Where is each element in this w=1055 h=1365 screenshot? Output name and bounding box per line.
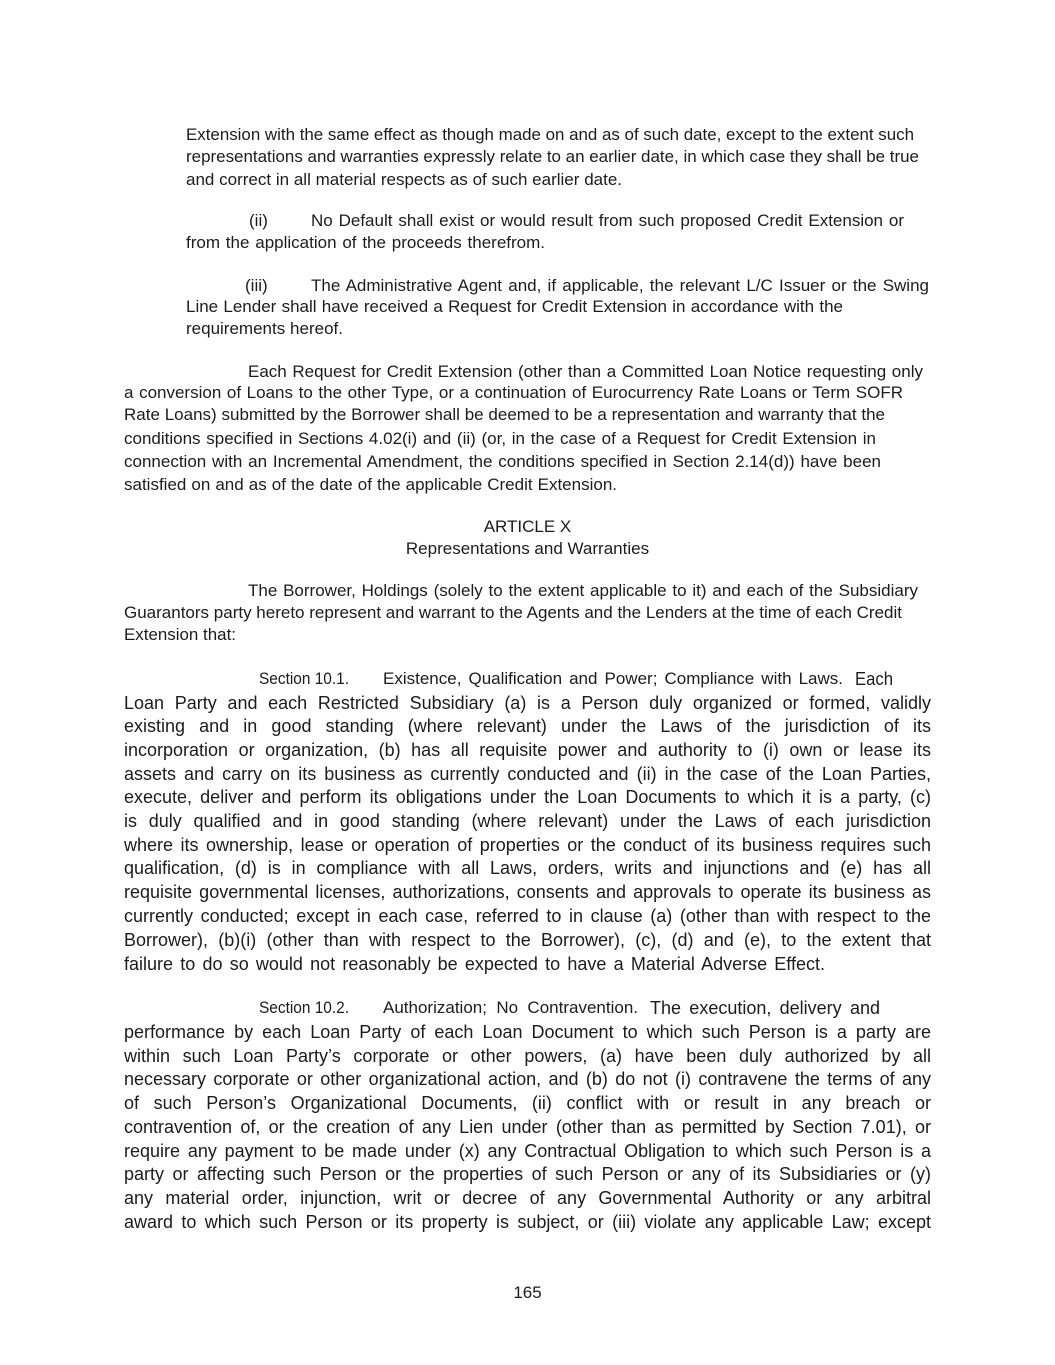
article-number: ARTICLE X <box>483 517 572 536</box>
item-iii-line: requirements hereof. <box>186 319 343 338</box>
section-line: where its ownership, lease or operation of properties or the conduct of its business requires such <box>124 835 931 855</box>
item-ii-label: (ii) <box>249 211 268 230</box>
section-line: necessary corporate or other organizational action, and (b) do not (i) contravene the terms of any <box>124 1069 931 1089</box>
section-line: Borrower), (b)(i) (other than with respect to the Borrower), (c), (d) and (e), to the extent that <box>124 930 931 950</box>
continuation-line: and correct in all material respects as of such earlier date. <box>186 170 622 189</box>
section-line: contravention of, or the creation of any Lien under (other than as permitted by Section 7.01), or <box>124 1117 931 1137</box>
request-line: Each Request for Credit Extension (other than a Committed Loan Notice requesting only <box>248 362 923 381</box>
section-line: performance by each Loan Party of each Loan Document to which such Person is a party are <box>124 1022 931 1042</box>
section-line: incorporation or organization, (b) has all requisite power and authority to (i) own or lease its <box>124 740 931 760</box>
section-number: Section 10.1. <box>259 669 349 688</box>
request-line: conditions specified in Sections 4.02(i) and (ii) (or, in the case of a Request for Credit Extension in <box>124 429 876 448</box>
section-heading: Authorization; No Contravention. <box>383 998 638 1017</box>
section-line: Loan Party and each Restricted Subsidiary (a) is a Person duly organized or formed, validly <box>124 693 931 713</box>
section-lead-text: The execution, delivery and <box>650 998 880 1018</box>
continuation-line: representations and warranties expressly relate to an earlier date, in which case they shall be true <box>186 147 919 166</box>
continuation-line: Extension with the same effect as though made on and as of such date, except to the extent such <box>186 125 914 144</box>
section-line: requisite governmental licenses, authorizations, consents and approvals to operate its business as <box>124 882 931 902</box>
section-line: qualification, (d) is in compliance with all Laws, orders, writs and injunctions and (e) has all <box>124 858 931 878</box>
item-iii-line: Line Lender shall have received a Request for Credit Extension in accordance with the <box>186 297 843 316</box>
item-ii-line: from the application of the proceeds therefrom. <box>186 233 545 252</box>
item-ii-line: No Default shall exist or would result from such proposed Credit Extension or <box>311 211 904 230</box>
section-number: Section 10.2. <box>259 998 349 1017</box>
section-line: existing and in good standing (where relevant) under the Laws of the jurisdiction of its <box>124 716 931 736</box>
section-lead-text: Each <box>855 669 893 689</box>
section-line: any material order, injunction, writ or decree of any Governmental Authority or any arbitral <box>124 1188 931 1208</box>
request-line: Rate Loans) submitted by the Borrower shall be deemed to be a representation and warranty that the <box>124 405 885 424</box>
request-line: connection with an Incremental Amendment, the conditions specified in Section 2.14(d)) have been <box>124 452 881 471</box>
section-heading: Existence, Qualification and Power; Compliance with Laws. <box>383 669 843 688</box>
section-line: award to which such Person or its property is subject, or (iii) violate any applicable Law; except <box>124 1212 931 1232</box>
section-line: party or affecting such Person or the properties of such Person or any of its Subsidiaries or (y) <box>124 1164 931 1184</box>
section-line: of such Person’s Organizational Documents, (ii) conflict with or result in any breach or <box>124 1093 931 1113</box>
intro-line: Extension that: <box>124 625 236 644</box>
item-iii-line: The Administrative Agent and, if applicable, the relevant L/C Issuer or the Swing <box>311 276 929 295</box>
article-title: Representations and Warranties <box>405 539 650 558</box>
section-line: is duly qualified and in good standing (where relevant) under the Laws of each jurisdiction <box>124 811 931 831</box>
section-line: execute, deliver and perform its obligations under the Loan Documents to which it is a party, (c) <box>124 787 931 807</box>
section-line: assets and carry on its business as currently conducted and (ii) in the case of the Loan Parties, <box>124 764 931 784</box>
intro-line: Guarantors party hereto represent and warrant to the Agents and the Lenders at the time of each Credit <box>124 603 902 622</box>
request-line: a conversion of Loans to the other Type, or a continuation of Eurocurrency Rate Loans or Term SOFR <box>124 383 903 402</box>
section-line: within such Loan Party’s corporate or other powers, (a) have been duly authorized by all <box>124 1046 931 1066</box>
section-line: currently conducted; except in each case, referred to in clause (a) (other than with respect to the <box>124 906 931 926</box>
section-line: require any payment to be made under (x) any Contractual Obligation to which such Person is a <box>124 1141 931 1161</box>
item-iii-label: (iii) <box>245 276 268 295</box>
request-line: satisfied on and as of the date of the applicable Credit Extension. <box>124 475 617 494</box>
intro-line: The Borrower, Holdings (solely to the extent applicable to it) and each of the Subsidiary <box>248 581 918 600</box>
page-number: 165 <box>513 1283 542 1302</box>
section-line: failure to do so would not reasonably be expected to have a Material Adverse Effect. <box>124 954 825 974</box>
